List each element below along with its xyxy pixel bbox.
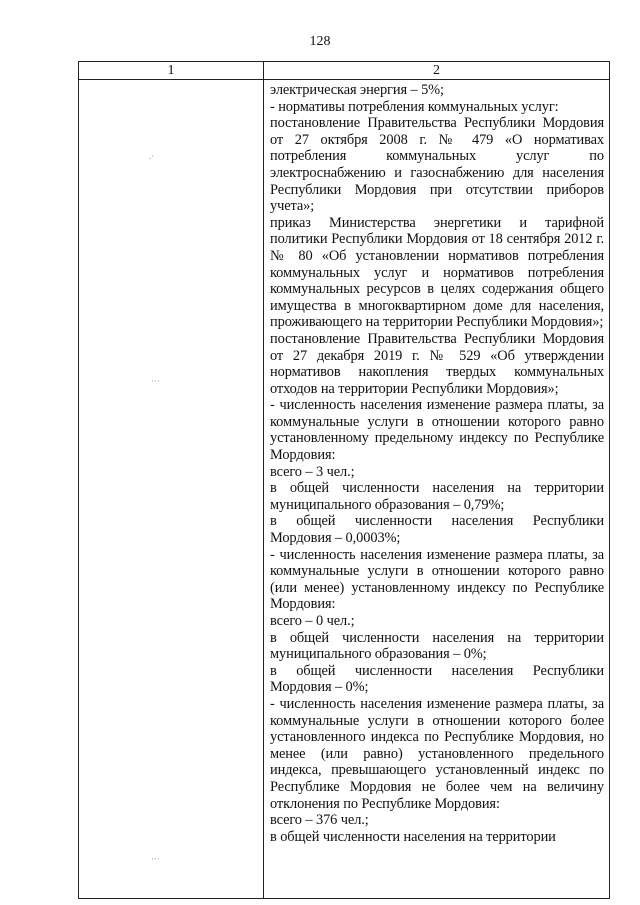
column-header-1: 1 xyxy=(79,62,264,80)
paragraph: - нормативы потребления коммунальных услуг: xyxy=(270,98,559,115)
page-number: 128 xyxy=(309,34,331,49)
paragraph: постановление Правительства Республики Мордовия от 27 октября 2008 г. № 479 «О нормативах потребления коммунальных услуг по электроснабжению и газоснабжению для населения Республики Мордовия при отсутствии приборов учета»; xyxy=(270,115,604,215)
paragraph: в общей численности населения Республики Мордовия – 0,0003%; xyxy=(270,513,604,547)
paragraph: - численность населения изменение размера платы, за коммунальные услуги в отношении которого более установленного индекса по Республике Мордовия, но менее (или равно) установленного предельного индекса, превышающего установленный индекс по Республике Мордовия не более чем на величину отклонения по Республике Мордовия: xyxy=(270,695,604,812)
table-row xyxy=(79,80,610,899)
document-table xyxy=(78,61,610,899)
paragraph: приказ Министерства энергетики и тарифной политики Республики Мордовия от 18 сентября 2012 г. № 80 «Об установлении нормативов потребления коммунальных услуг и нормативов потребления коммунальных ресурсов в целях содержания общего имущества в многоквартирном доме для населения, проживающего на территории Республики Мордовия»; xyxy=(270,214,604,331)
table-header-row xyxy=(79,62,610,80)
paragraph: всего – 3 чел.; xyxy=(270,463,355,480)
paragraph: в общей численности населения на территории муниципального образования – 0,79%; xyxy=(270,480,604,513)
scan-speck: ··· xyxy=(151,376,160,386)
scan-speck: .· xyxy=(149,151,155,161)
paragraph: всего – 0 чел.; xyxy=(270,613,355,629)
paragraph: в общей численности населения Республики Мордовия – 0%; xyxy=(270,662,604,696)
paragraph: в общей численности населения на территории xyxy=(270,828,556,845)
column-1-cell xyxy=(79,80,264,899)
column-2-text xyxy=(264,80,609,845)
paragraph: - численность населения изменение размера платы, за коммунальные услуги в отношении которого равно установленному предельному индексу по Республике Мордовия: xyxy=(270,397,604,464)
scan-speck: ··· xyxy=(151,854,160,864)
paragraph: постановление Правительства Республики Мордовия от 27 декабря 2019 г. № 529 «Об утверждении нормативов накопления твердых коммунальных отходов на территории Республики Мордовия»; xyxy=(270,330,604,397)
column-2-cell xyxy=(264,80,610,899)
paragraph: в общей численности населения на территории муниципального образования – 0%; xyxy=(270,629,604,663)
paragraph: электрическая энергия – 5%; xyxy=(270,82,444,98)
paragraph: - численность населения изменение размера платы, за коммунальные услуги в отношении которого равно (или менее) установленному индексу по Республике Мордовия: xyxy=(270,546,604,613)
column-header-2: 2 xyxy=(264,62,610,80)
paragraph: всего – 376 чел.; xyxy=(270,812,369,829)
